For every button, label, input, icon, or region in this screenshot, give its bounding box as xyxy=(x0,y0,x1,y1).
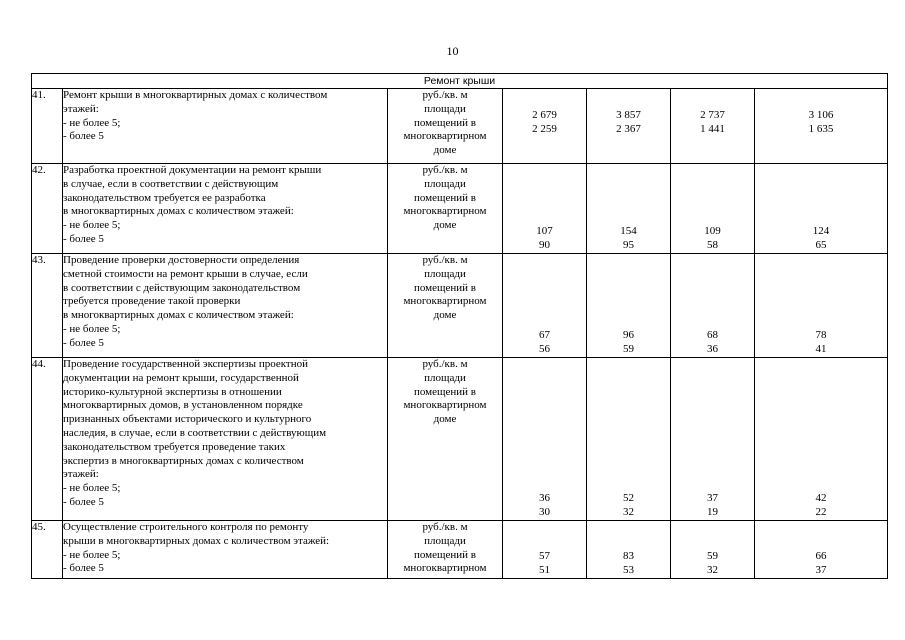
unit-of-measure xyxy=(388,164,503,254)
value-over-5-floors: 65 xyxy=(815,239,827,252)
unit-line: доме xyxy=(433,413,457,426)
unit-of-measure xyxy=(388,521,503,579)
value-over-5-floors: 32 xyxy=(623,506,634,519)
unit-line: доме xyxy=(433,144,457,157)
value-over-5-floors: 1 635 xyxy=(808,122,834,135)
value-up-to-5-floors: 52 xyxy=(623,492,634,505)
description-line: Проведение государственной экспертизы проектной xyxy=(63,358,309,370)
description-line: в многоквартирных домах с количеством этажей: xyxy=(63,205,294,218)
value-up-to-5-floors: 57 xyxy=(539,550,550,563)
value-up-to-5-floors: 42 xyxy=(815,492,827,505)
description-line: сметной стоимости на ремонт крыши в случае, если xyxy=(63,267,308,280)
work-description xyxy=(63,521,388,579)
description-line: Осуществление строительного контроля по ремонту xyxy=(63,521,309,533)
section-header-row xyxy=(32,74,888,89)
description-line: законодательством требуется ее разработка xyxy=(63,191,266,204)
value-cell xyxy=(503,358,587,521)
description-line: законодательством требуется проведение таких xyxy=(63,440,286,453)
description-line: многоквартирных домов, в установленном порядке xyxy=(63,399,303,412)
description-line: историко-культурной экспертизы в отношении xyxy=(63,385,282,398)
unit-line: руб./кв. м xyxy=(422,521,468,533)
value-cell xyxy=(587,521,671,579)
value-over-5-floors: 41 xyxy=(815,343,827,356)
section-title: Ремонт крыши xyxy=(32,74,888,89)
unit-line: руб./кв. м xyxy=(422,254,468,266)
unit-line: руб./кв. м xyxy=(422,358,468,370)
unit-line: многоквартирном xyxy=(403,399,487,412)
unit-line: многоквартирном xyxy=(403,205,487,218)
value-up-to-5-floors: 78 xyxy=(815,329,827,342)
unit-line: площади xyxy=(424,177,466,190)
table-row xyxy=(32,254,888,358)
value-cell xyxy=(755,89,888,164)
value-over-5-floors: 95 xyxy=(623,239,634,252)
description-line: в многоквартирных домах с количеством этажей: xyxy=(63,309,294,322)
unit-line: помещений в xyxy=(414,191,476,204)
value-up-to-5-floors: 3 106 xyxy=(808,109,834,121)
description-line: в соответствии с действующим законодательством xyxy=(63,281,301,294)
unit-line: руб./кв. м xyxy=(422,164,468,176)
value-over-5-floors: 90 xyxy=(539,239,550,252)
value-cell xyxy=(755,254,888,358)
value-up-to-5-floors: 83 xyxy=(623,550,634,563)
value-over-5-floors: 2 259 xyxy=(532,122,557,135)
value-cell xyxy=(671,254,755,358)
unit-line: площади xyxy=(424,534,466,547)
value-cell xyxy=(503,164,587,254)
value-over-5-floors: 19 xyxy=(707,506,718,519)
description-line: наследия, в случае, если в соответствии с действующим xyxy=(63,426,327,439)
value-over-5-floors: 32 xyxy=(707,564,718,577)
description-line: Разработка проектной документации на ремонт крыши xyxy=(63,164,322,176)
unit-line: доме xyxy=(433,309,457,322)
value-up-to-5-floors: 96 xyxy=(623,329,634,342)
unit-line: площади xyxy=(424,267,466,280)
description-line: - не более 5; xyxy=(63,322,121,335)
value-cell xyxy=(587,358,671,521)
description-line: - не более 5; xyxy=(63,219,121,232)
description-line: - более 5 xyxy=(63,232,104,245)
unit-line: помещений в xyxy=(414,116,476,129)
value-cell xyxy=(587,254,671,358)
unit-line: помещений в xyxy=(414,281,476,294)
description-line: - более 5 xyxy=(63,495,104,508)
value-cell xyxy=(587,89,671,164)
table-row xyxy=(32,358,888,521)
table-row xyxy=(32,89,888,164)
unit-line: площади xyxy=(424,371,466,384)
unit-line: помещений в xyxy=(414,548,476,561)
value-up-to-5-floors: 2 679 xyxy=(532,109,557,121)
work-description xyxy=(63,164,388,254)
unit-line: многоквартирном xyxy=(403,295,487,308)
row-number: 45. xyxy=(32,521,63,579)
value-up-to-5-floors: 109 xyxy=(704,225,721,238)
value-over-5-floors: 2 367 xyxy=(616,122,641,135)
page-number: 10 xyxy=(446,44,459,58)
description-line: - не более 5; xyxy=(63,482,121,495)
unit-line: помещений в xyxy=(414,385,476,398)
work-description xyxy=(63,89,388,164)
value-cell xyxy=(671,521,755,579)
description-line: в случае, если в соответствии с действующим xyxy=(63,177,279,190)
value-over-5-floors: 56 xyxy=(539,343,550,356)
value-up-to-5-floors: 59 xyxy=(707,550,718,563)
work-description xyxy=(63,358,388,521)
value-cell xyxy=(503,89,587,164)
value-cell xyxy=(755,521,888,579)
value-up-to-5-floors: 37 xyxy=(707,492,718,505)
value-over-5-floors: 59 xyxy=(623,343,634,356)
value-over-5-floors: 1 441 xyxy=(700,122,725,135)
description-line: требуется проведение такой проверки xyxy=(63,295,241,308)
work-description xyxy=(63,254,388,358)
value-cell xyxy=(671,164,755,254)
value-over-5-floors: 53 xyxy=(623,564,634,577)
value-up-to-5-floors: 36 xyxy=(539,492,550,505)
description-line: - более 5 xyxy=(63,130,104,143)
unit-of-measure xyxy=(388,254,503,358)
description-line: - более 5 xyxy=(63,562,104,575)
value-up-to-5-floors: 2 737 xyxy=(700,109,725,121)
description-line: крыши в многоквартирных домах с количеством этажей: xyxy=(63,534,330,547)
value-cell xyxy=(671,89,755,164)
description-line: экспертиз в многоквартирных домах с количеством xyxy=(63,454,304,467)
value-over-5-floors: 22 xyxy=(815,506,827,519)
unit-of-measure xyxy=(388,89,503,164)
value-up-to-5-floors: 124 xyxy=(812,225,830,238)
description-line: - более 5 xyxy=(63,336,104,349)
value-cell xyxy=(755,164,888,254)
row-number: 43. xyxy=(32,254,63,358)
description-line: Проведение проверки достоверности определения xyxy=(63,254,300,266)
unit-line: многоквартирном xyxy=(403,562,487,575)
value-up-to-5-floors: 68 xyxy=(707,329,718,342)
description-line: Ремонт крыши в многоквартирных домах с количеством xyxy=(63,89,328,101)
unit-of-measure xyxy=(388,358,503,521)
unit-line: руб./кв. м xyxy=(422,89,468,101)
description-line: этажей: xyxy=(63,468,99,481)
unit-line: доме xyxy=(433,219,457,232)
unit-line: многоквартирном xyxy=(403,130,487,143)
tariff-table xyxy=(31,73,888,579)
row-number: 41. xyxy=(32,89,63,164)
unit-line: площади xyxy=(424,102,466,115)
value-cell xyxy=(671,358,755,521)
description-line: признанных объектами исторического и культурного xyxy=(63,413,312,426)
description-line: этажей: xyxy=(63,102,99,115)
value-over-5-floors: 58 xyxy=(707,239,718,252)
value-up-to-5-floors: 154 xyxy=(620,225,637,238)
description-line: - не более 5; xyxy=(63,116,121,129)
value-up-to-5-floors: 3 857 xyxy=(616,109,641,121)
value-cell xyxy=(503,521,587,579)
value-over-5-floors: 37 xyxy=(815,564,827,577)
value-over-5-floors: 30 xyxy=(539,506,550,519)
value-up-to-5-floors: 107 xyxy=(536,225,553,238)
value-up-to-5-floors: 67 xyxy=(539,329,550,342)
value-cell xyxy=(503,254,587,358)
row-number: 42. xyxy=(32,164,63,254)
table-row xyxy=(32,521,888,579)
description-line: документации на ремонт крыши, государственной xyxy=(63,371,299,384)
value-over-5-floors: 36 xyxy=(707,343,718,356)
description-line: - не более 5; xyxy=(63,548,121,561)
row-number: 44. xyxy=(32,358,63,521)
value-cell xyxy=(587,164,671,254)
table-row xyxy=(32,164,888,254)
value-up-to-5-floors: 66 xyxy=(815,550,827,563)
value-over-5-floors: 51 xyxy=(539,564,550,577)
value-cell xyxy=(755,358,888,521)
